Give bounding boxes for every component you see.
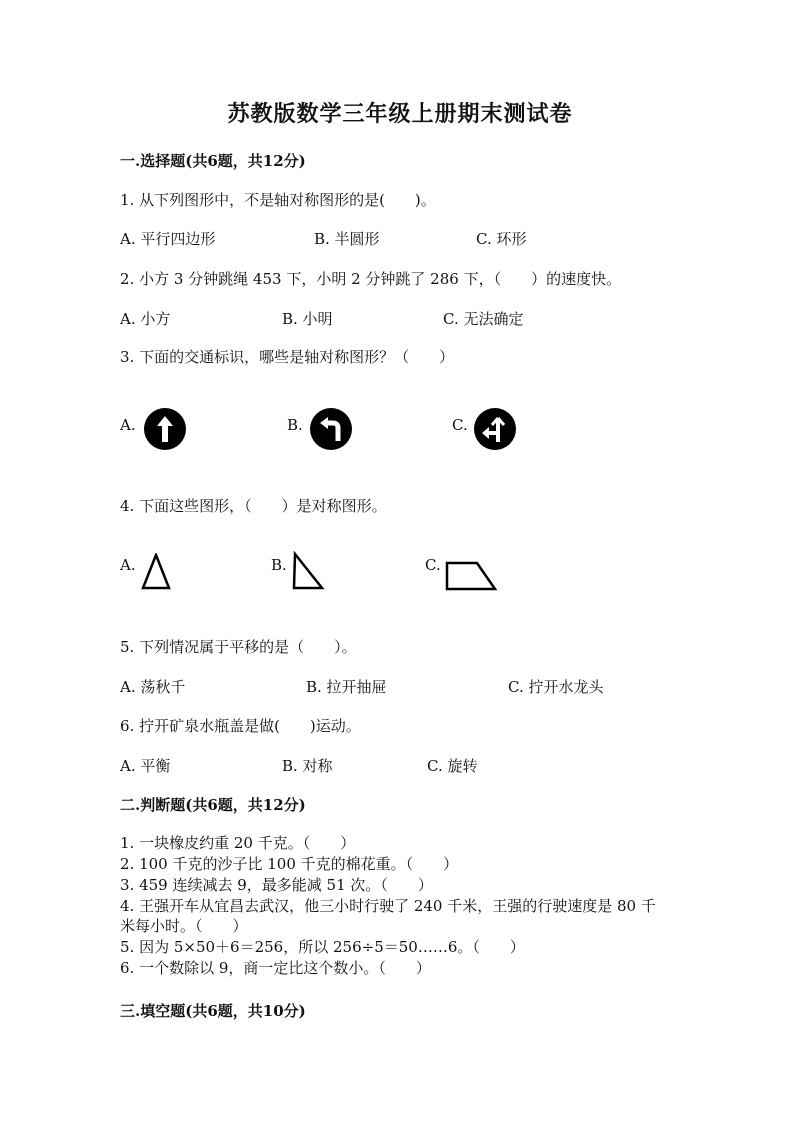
q1-option-b: B. 半圆形	[314, 230, 380, 248]
q6-option-a: A. 平衡	[120, 757, 171, 775]
section-heading-fill-blank: 三.填空题(共6题，共10分)	[120, 1002, 306, 1020]
section-heading-choice: 一.选择题(共6题，共12分)	[120, 152, 306, 170]
q5-option-c: C. 拧开水龙头	[508, 678, 604, 696]
tf-line-6: 6. 一个数除以 9，商一定比这个数小。（ ）	[120, 959, 431, 977]
turn-left-right-sign-icon	[474, 408, 516, 450]
section-heading-true-false: 二.判断题(共6题，共12分)	[120, 796, 306, 814]
question-6: 6. 拧开矿泉水瓶盖是做( )运动。	[120, 717, 361, 735]
q2-option-b: B. 小明	[282, 310, 333, 328]
question-4: 4. 下面这些图形，（ ）是对称图形。	[120, 497, 387, 515]
q3-option-b: B.	[287, 416, 303, 434]
q5-option-a: A. 荡秋千	[120, 678, 186, 696]
q1-option-c: C. 环形	[476, 230, 527, 248]
question-2: 2. 小方 3 分钟跳绳 453 下，小明 2 分钟跳了 286 下，（ ）的速度快。	[120, 270, 622, 288]
q6-option-b: B. 对称	[282, 757, 333, 775]
question-5: 5. 下列情况属于平移的是（ ）。	[120, 638, 357, 656]
page-title: 苏教版数学三年级上册期末测试卷	[227, 101, 573, 127]
tf-line-4: 4. 王强开车从宜昌去武汉，他三小时行驶了 240 千米，王强的行驶速度是 80 千	[120, 897, 656, 915]
question-3: 3. 下面的交通标识，哪些是轴对称图形？（ ）	[120, 348, 455, 366]
q1-option-a: A. 平行四边形	[120, 230, 216, 248]
q4-option-b: B.	[271, 556, 287, 574]
tf-line-3: 3. 459 连续减去 9，最多能减 51 次。（ ）	[120, 876, 433, 894]
question-1: 1. 从下列图形中，不是轴对称图形的是( )。	[120, 191, 436, 209]
tf-line-4-continued: 米每小时。（ ）	[120, 917, 248, 935]
trapezoid-icon	[444, 560, 498, 592]
q4-option-a: A.	[120, 556, 136, 574]
q2-option-a: A. 小方	[120, 310, 171, 328]
turn-left-sign-icon	[310, 408, 352, 450]
q2-option-c: C. 无法确定	[443, 310, 524, 328]
q6-option-c: C. 旋转	[427, 757, 478, 775]
tf-line-1: 1. 一块橡皮约重 20 千克。（ ）	[120, 834, 356, 852]
q3-option-c: C.	[452, 416, 468, 434]
q3-option-a: A.	[120, 416, 136, 434]
arrow-up-sign-icon	[144, 408, 186, 450]
scalene-triangle-icon	[290, 551, 326, 591]
q4-option-c: C.	[425, 556, 441, 574]
tf-line-5: 5. 因为 5×50＋6＝256，所以 256÷5＝50……6。（ ）	[120, 938, 525, 956]
q5-option-b: B. 拉开抽屉	[306, 678, 387, 696]
tf-line-2: 2. 100 千克的沙子比 100 千克的棉花重。（ ）	[120, 855, 459, 873]
isosceles-triangle-icon	[140, 553, 172, 591]
